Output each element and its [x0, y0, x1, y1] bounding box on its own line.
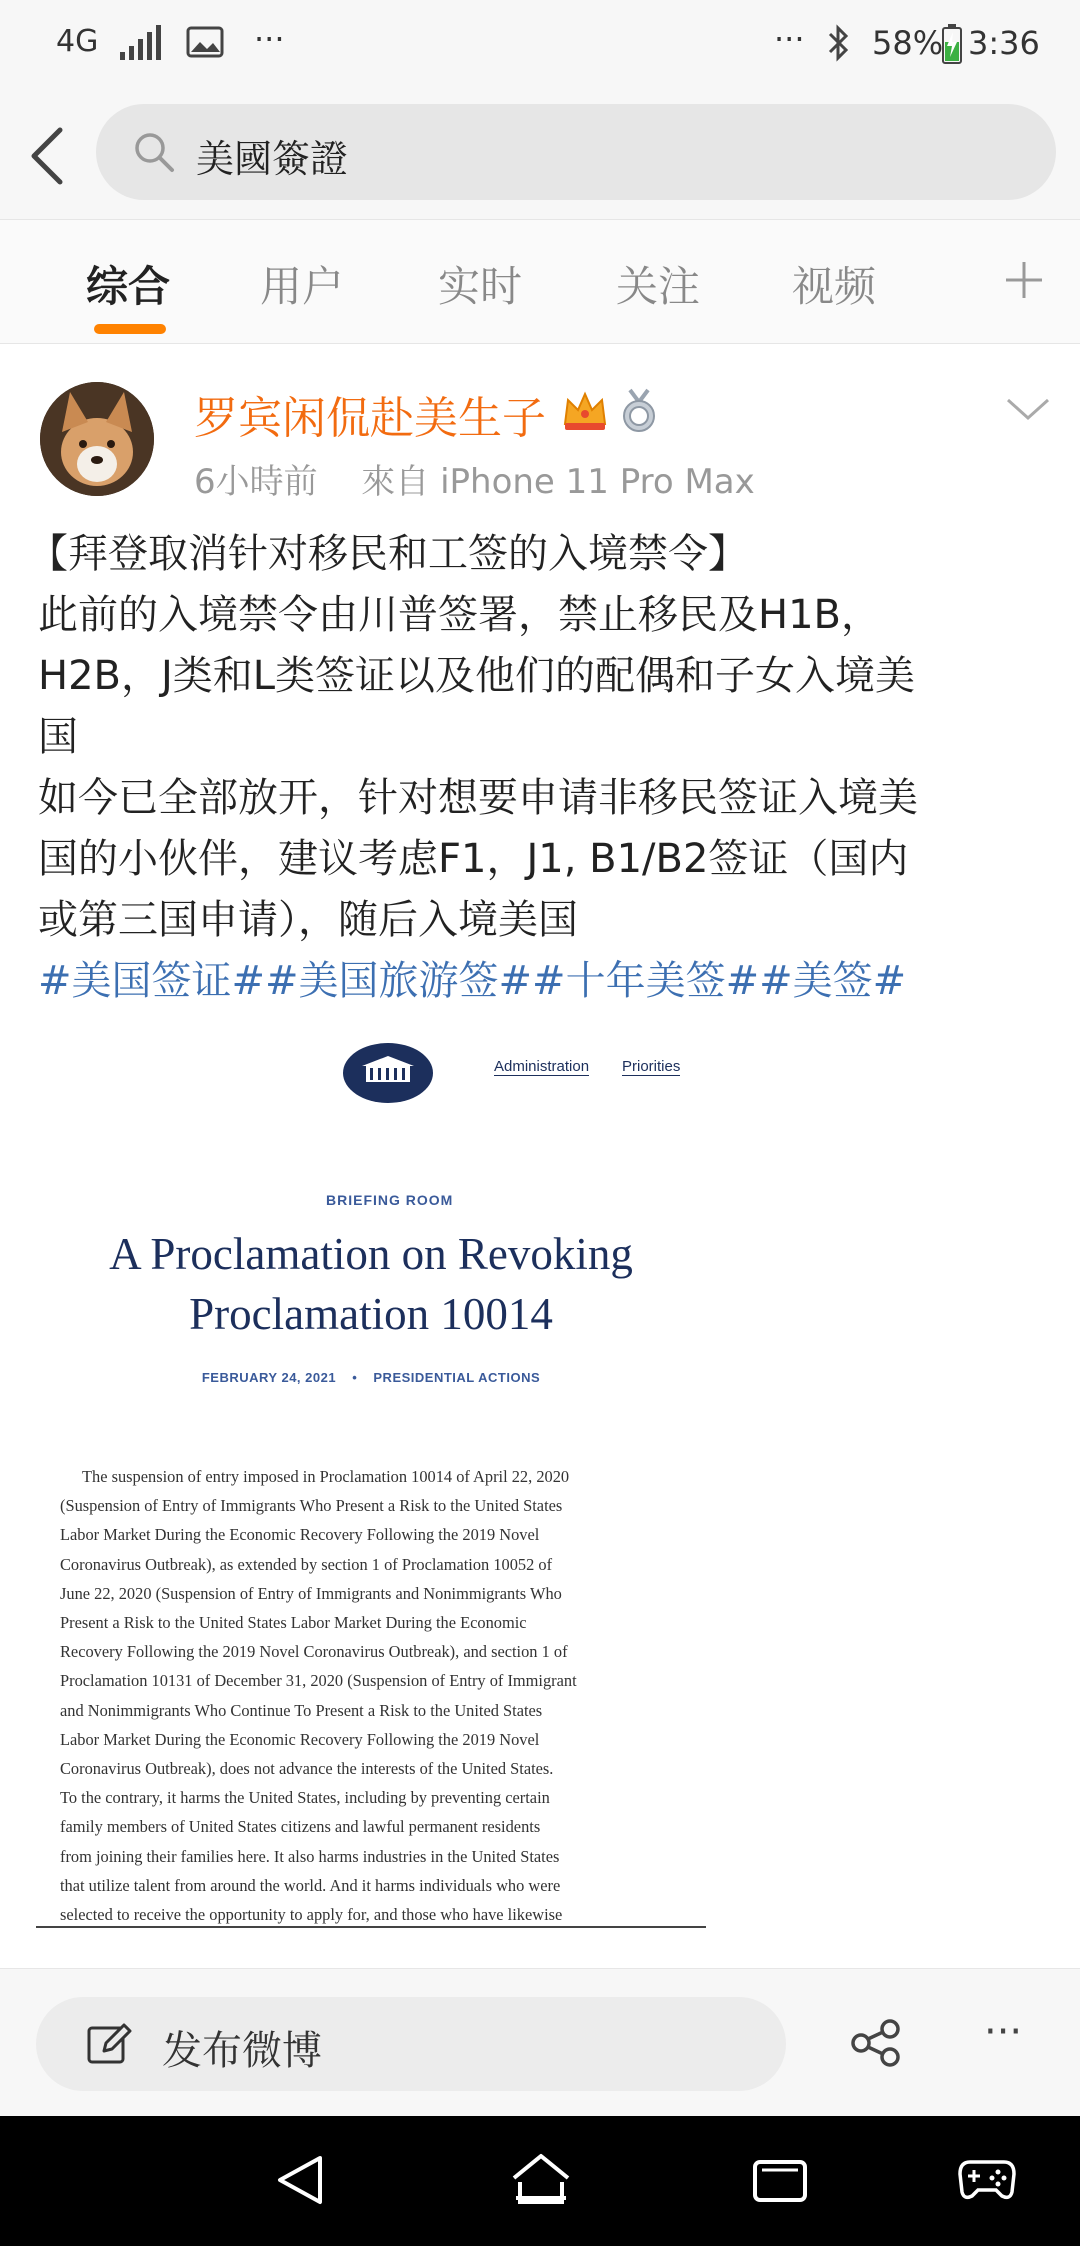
image-text-line: Labor Market During the Economic Recovery Following the 2019 Novel — [60, 1729, 540, 1749]
system-nav-bar — [0, 2116, 1080, 2246]
white-house-seal-icon — [342, 1042, 434, 1109]
image-date-bullet: • — [352, 1370, 358, 1385]
post-menu-chevron-icon[interactable] — [1006, 396, 1050, 428]
search-header — [0, 92, 1080, 220]
image-text-line: that utilize talent from around the world. And it harms individuals who were — [60, 1875, 561, 1895]
post-time: 6小時前 — [194, 462, 318, 502]
compose-button[interactable] — [36, 1997, 786, 2091]
avatar[interactable] — [40, 382, 154, 496]
image-text-line: Present a Risk to the United States Labor Market During the Economic — [60, 1613, 527, 1633]
image-headline-line-1: A Proclamation on Revoking — [109, 1229, 633, 1279]
image-text-line: from joining their families here. It also harms industries in the United States — [60, 1846, 560, 1866]
image-text-line: Coronavirus Outbreak), as extended by section 1 of Proclamation 10052 of — [60, 1554, 553, 1574]
vip-crown-icon[interactable] — [562, 390, 608, 436]
image-text-line: To the contrary, it harms the United States, including by preventing certain — [60, 1788, 550, 1808]
image-text-line: selected to receive the opportunity to apply for, and those who have likewise — [60, 1905, 563, 1925]
game-controller-icon[interactable] — [958, 2158, 1016, 2206]
search-query: 美國簽證 — [196, 137, 349, 181]
image-text-line: June 22, 2020 (Suspension of Entry of Immigrants and Nonimmigrants Who — [60, 1583, 562, 1603]
tab-following[interactable]: 关注 — [616, 262, 701, 311]
back-button[interactable] — [20, 114, 90, 198]
more-status: ··· — [774, 20, 805, 58]
image-headline-line-2: Proclamation 10014 — [189, 1289, 553, 1339]
post-line: 此前的入境禁令由川普签署，禁止移民及H1B， — [38, 592, 881, 638]
image-category: PRESIDENTIAL ACTIONS — [373, 1370, 541, 1385]
post-line: 【拜登取消针对移民和工签的入境禁令】 — [28, 531, 748, 577]
image-bottom-rule — [36, 1926, 706, 1928]
image-headline — [36, 1224, 706, 1344]
signal-icon — [118, 22, 162, 66]
post-body — [28, 524, 1048, 1012]
post-line: 国的小伙伴，建议考虑F1，J1, B1/B2签证（国内 — [38, 836, 909, 882]
clock: 3:36 — [968, 24, 1040, 62]
more-options-button[interactable]: ··· — [984, 2009, 1023, 2055]
nav-home-icon[interactable] — [510, 2152, 572, 2212]
post-source: 來自 iPhone 11 Pro Max — [361, 462, 755, 502]
battery-icon — [942, 24, 962, 68]
post-line: 或第三国申请），随后入境美国 — [38, 897, 578, 943]
more-notifications: ··· — [254, 20, 285, 58]
image-text-line: and Nonimmigrants Who Continue To Present a Risk to the United States — [60, 1700, 543, 1720]
tab-comprehensive[interactable]: 综合 — [86, 262, 171, 311]
share-icon[interactable] — [850, 2019, 902, 2071]
post-line: 国 — [38, 714, 78, 760]
image-body-text — [60, 1462, 700, 1929]
active-tab-indicator — [94, 324, 166, 334]
image-section-label: BRIEFING ROOM — [326, 1192, 454, 1208]
tab-video[interactable]: 视频 — [792, 262, 877, 311]
image-nav-administration: Administration — [494, 1058, 590, 1075]
bottom-action-bar — [0, 1968, 1080, 2116]
image-text-line: Recovery Following the 2019 Novel Coronavirus Outbreak), and section 1 of — [60, 1642, 568, 1662]
edit-icon — [86, 2021, 132, 2067]
compose-label: 发布微博 — [162, 2028, 322, 2074]
add-tab-icon[interactable] — [1004, 260, 1044, 304]
post-meta — [194, 454, 755, 503]
search-icon — [132, 130, 176, 174]
image-text-line: The suspension of entry imposed in Proclamation 10014 of April 22, 2020 — [82, 1467, 570, 1486]
tab-users[interactable]: 用户 — [260, 262, 345, 311]
image-text-line: Proclamation 10131 of December 31, 2020 (Suspension of Entry of Immigrant — [60, 1671, 577, 1691]
post-username[interactable]: 罗宾闲侃赴美生子 — [194, 393, 546, 444]
image-nav-priorities: Priorities — [622, 1058, 681, 1075]
nav-recents-icon[interactable] — [752, 2156, 808, 2208]
status-bar — [0, 0, 1080, 92]
tab-bar — [0, 220, 1080, 344]
search-input[interactable] — [96, 104, 1056, 200]
image-text-line: Coronavirus Outbreak), does not advance the interests of the United States. — [60, 1759, 554, 1779]
bluetooth-icon — [826, 22, 852, 68]
image-notification-icon — [186, 26, 224, 62]
battery-percent: 58% — [872, 24, 944, 62]
chevron-left-icon — [20, 114, 80, 198]
network-indicator: 4G — [56, 24, 99, 59]
medal-badge-icon[interactable] — [620, 388, 658, 438]
post-hashtags[interactable]: #美国签证##美国旅游签##十年美签##美签# — [38, 958, 907, 1004]
image-dateline — [36, 1370, 706, 1385]
image-text-line: family members of United States citizens and lawful permanent residents — [60, 1817, 541, 1837]
post-line: H2B，J类和L类签证以及他们的配偶和子女入境美 — [38, 653, 916, 699]
image-date: FEBRUARY 24, 2021 — [201, 1370, 337, 1385]
image-text-line: Labor Market During the Economic Recovery Following the 2019 Novel — [60, 1525, 540, 1545]
image-text-line: (Suspension of Entry of Immigrants Who Present a Risk to the United States — [60, 1496, 563, 1516]
tab-realtime[interactable]: 实时 — [438, 262, 523, 311]
nav-back-icon[interactable] — [274, 2152, 326, 2212]
post-image[interactable] — [36, 1018, 706, 1930]
post-line: 如今已全部放开，针对想要申请非移民签证入境美 — [38, 775, 918, 821]
dog-avatar-icon — [40, 382, 154, 496]
